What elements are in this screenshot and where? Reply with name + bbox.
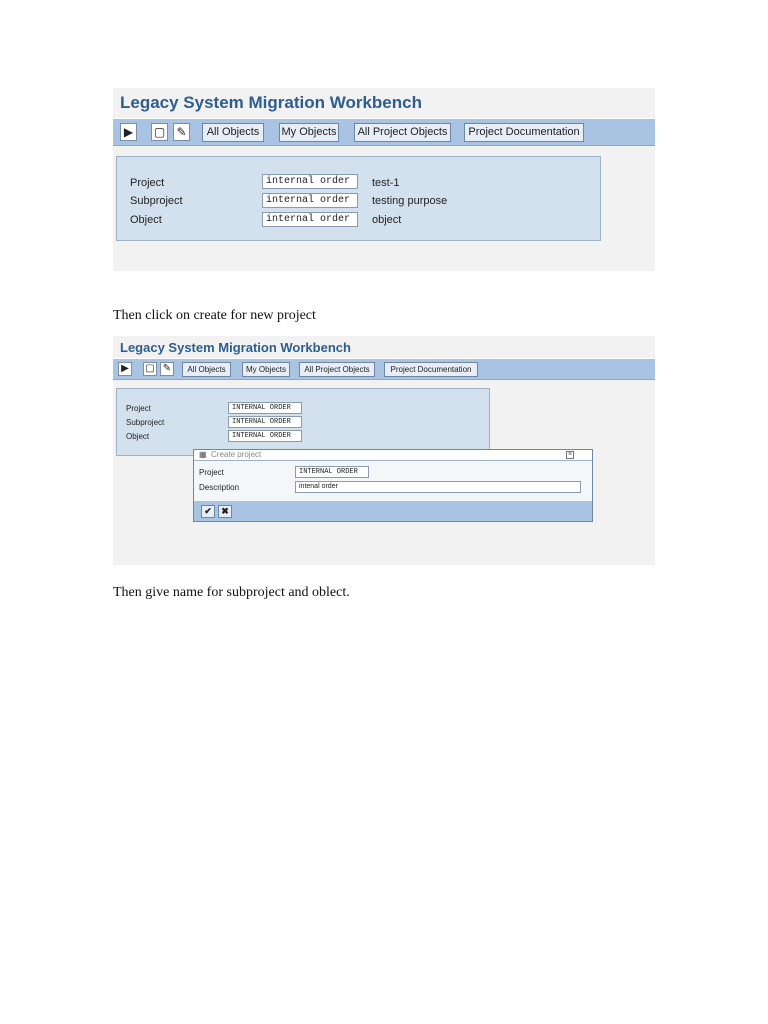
object-label: Object [130, 214, 162, 226]
project-description: test-1 [372, 177, 400, 189]
dialog-project-field[interactable]: INTERNAL ORDER [295, 466, 369, 478]
object-field[interactable]: INTERNAL ORDER [228, 430, 302, 442]
dialog-window-icon: ▦ [199, 450, 207, 459]
caption-1: Then click on create for new project [113, 308, 316, 323]
project-label: Project [126, 404, 151, 413]
dialog-title: Create project [211, 450, 262, 459]
selection-panel [116, 388, 490, 456]
my-objects-button[interactable]: My Objects [242, 362, 290, 377]
object-label: Object [126, 432, 150, 441]
edit-icon[interactable]: ✎ [173, 123, 190, 141]
create-project-dialog [193, 449, 593, 522]
new-document-icon[interactable]: ▢ [143, 362, 157, 376]
page-title: Legacy System Migration Workbench [120, 93, 422, 112]
application-toolbar [113, 118, 655, 146]
project-documentation-button[interactable]: Project Documentation [384, 362, 478, 377]
subproject-field[interactable]: internal order [262, 193, 358, 208]
dialog-description-field[interactable]: intenal order [295, 481, 581, 493]
project-field[interactable]: INTERNAL ORDER [228, 402, 302, 414]
caption-2: Then give name for subproject and oblect. [113, 585, 350, 600]
edit-icon[interactable]: ✎ [160, 362, 174, 376]
project-field[interactable]: internal order [262, 174, 358, 189]
dialog-project-label: Project [199, 468, 224, 477]
my-objects-button[interactable]: My Objects [279, 123, 339, 142]
execute-icon[interactable]: ▶ [120, 123, 137, 141]
all-objects-button[interactable]: All Objects [202, 123, 264, 142]
close-icon[interactable]: × [567, 451, 573, 458]
subproject-label: Subproject [130, 195, 183, 207]
application-toolbar [113, 358, 655, 380]
selection-panel [116, 156, 601, 241]
subproject-label: Subproject [126, 418, 165, 427]
all-objects-button[interactable]: All Objects [182, 362, 231, 377]
all-project-objects-button[interactable]: All Project Objects [299, 362, 375, 377]
object-field[interactable]: internal order [262, 212, 358, 227]
subproject-description: testing purpose [372, 195, 448, 207]
project-label: Project [130, 177, 165, 189]
dialog-body [194, 461, 592, 501]
object-description: object [372, 214, 402, 226]
new-document-icon[interactable]: ▢ [151, 123, 168, 141]
dialog-title-bar [194, 450, 592, 461]
execute-icon[interactable]: ▶ [118, 362, 132, 376]
confirm-icon[interactable]: ✔ [201, 505, 215, 518]
page-title: Legacy System Migration Workbench [120, 340, 351, 355]
all-project-objects-button[interactable]: All Project Objects [354, 123, 451, 142]
lsmw-screenshot-2 [113, 336, 655, 565]
cancel-icon[interactable]: ✖ [218, 505, 232, 518]
lsmw-screenshot-1 [113, 88, 655, 271]
dialog-description-label: Description [199, 483, 240, 492]
subproject-field[interactable]: INTERNAL ORDER [228, 416, 302, 428]
dialog-button-bar [194, 501, 592, 521]
project-documentation-button[interactable]: Project Documentation [464, 123, 584, 142]
